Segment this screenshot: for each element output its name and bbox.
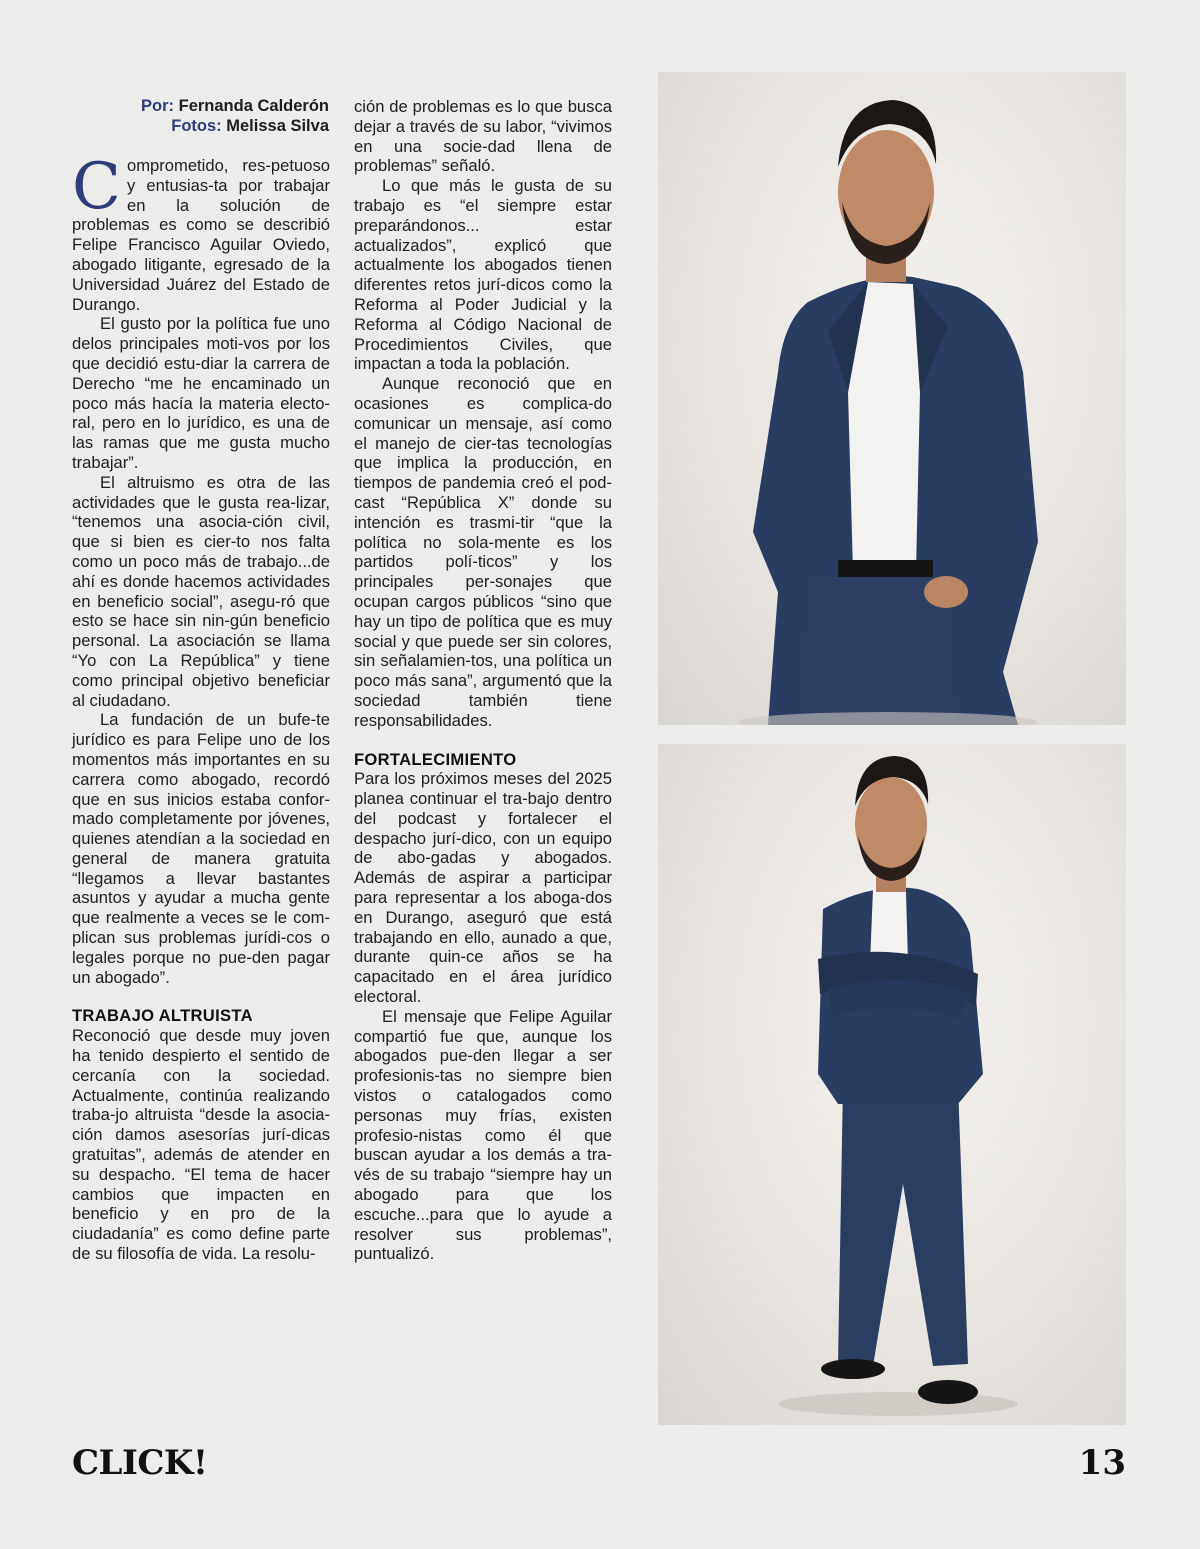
drop-cap: C [72, 150, 121, 224]
article-paragraph: ción de problemas es lo que busca dejar a través de su labor, “vivimos en una socie-dad llena de problemas” señaló. [354, 97, 612, 176]
article-paragraph: El gusto por la política fue uno delos principales moti-vos por los que decidió estu-diar la carrera de Derecho “me he encaminado un poco más hacía la materia electo-ral, pero en lo jurídico, es una de las ramas que me gusta mucho trabajar”. [72, 314, 330, 472]
article-paragraph: Reconoció que desde muy joven ha tenido despierto el sentido de cercanía con la sociedad. Actualmente, continúa realizando traba-jo altruista “desde la asocia-ción damos asesorías jurí-dicas gratuitas”, además de atender en su despacho. “El tema de hacer cambios que impacten en beneficio y en pro de la ciudadanía” es como define parte de su filosofía de vida. La resolu- [72, 1026, 330, 1264]
author-name: Fernanda Calderón [178, 97, 329, 115]
article-paragraph: Lo que más le gusta de su trabajo es “el siempre estar preparándonos... estar actualizados”, explicó que actualmente los abogados tienen diferentes retos jurí-dicos como la Reforma al Poder Judicial y la Reforma al Código Nacional de Procedimientos Civiles, que impactan a toda la población. [354, 176, 612, 374]
article-column-1 [72, 150, 330, 1264]
photos-label: Fotos: [171, 117, 222, 135]
portrait-photo-arms-crossed [658, 744, 1126, 1425]
article-paragraph: El altruismo es otra de las actividades que le gusta rea-lizar, “tenemos una asocia-ción civil, que si bien es cier-to nos falta como un poco más de trabajo...de ahí es donde hacemos actividades en beneficio social”, asegu-ró que esto se hace sin nin-gún beneficio personal. La asociación se llama “Yo con La República” y tiene como principal objetivo beneficiar al ciudadano. [72, 472, 330, 710]
section-heading: FORTALECIMIENTO [354, 749, 517, 769]
article-paragraph: Aunque reconoció que en ocasiones es complica-do comunicar un mensaje, así como el manejo de cier-tas tecnologías que implica la producción, en tiempos de pandemia creó el pod-cast “República X” donde su intención es trasmi-tir “que la política no sola-mente es los partidos polí-ticos” y los principales per-sonajes que ocupan cargos públicos “sino que hay un tipo de política que es muy social y que puede ser sin colores, sin señalamien-tos, una política un poco más sana”, argumentó que la sociedad también tiene responsabilidades. [354, 374, 612, 730]
byline [72, 96, 329, 136]
section-heading: TRABAJO ALTRUISTA [72, 1006, 253, 1026]
magazine-logo: CLICK! [72, 1443, 208, 1483]
article-column-2 [354, 97, 612, 1264]
article-paragraph: Para los próximos meses del 2025 planea continuar el tra-bajo dentro del podcast y fortalecer el despacho jurí-dico, con un equipo de abo-gadas y abogados. Además de aspirar a participar para representar a los aboga-dos en Durango, aseguró que está trabajando en ello, aunado a que, durante quin-ce años se ha capacitado en el área jurídico electoral. [354, 769, 612, 1007]
author-credit [72, 96, 329, 116]
photos-name: Melissa Silva [226, 117, 329, 135]
article-paragraph: La fundación de un bufe-te jurídico es para Felipe uno de los momentos más importantes en su carrera como abogado, recordó que en sus inicios estaba confor-mado completamente por jóvenes, quienes atendían a la sociedad en general de manera gratuita “llegamos a llevar bastantes asuntos y ayudar a mucha gente que realmente a veces se le com-plican sus problemas jurídi-cos o legales porque no pue-den pagar un abogado”. [72, 710, 330, 987]
portrait-illustration [658, 744, 1126, 1425]
portrait-illustration [658, 72, 1126, 725]
page-number: 13 [1078, 1443, 1126, 1483]
article-paragraph: Comprometido, res-petuoso y entusias-ta por trabajar en la solución de problemas es como se describió Felipe Francisco Aguilar Oviedo, abogado litigante, egresado de la Universidad Juárez del Estado de Durango. [72, 150, 330, 314]
portrait-photo-hand-in-pocket [658, 72, 1126, 725]
author-label: Por: [141, 97, 175, 115]
photo-credit [72, 116, 329, 136]
article-paragraph: El mensaje que Felipe Aguilar compartió fue que, aunque los abogados pue-den llegar a ser profesionis-tas no siempre bien vistos o catalogados como personas muy frías, existen profesio-nistas como él que buscan ayudar a los demás a tra-vés de su trabajo “siempre hay un abogado para que los escuche...para que lo ayude a resolver sus problemas”, puntualizó. [354, 1006, 612, 1264]
